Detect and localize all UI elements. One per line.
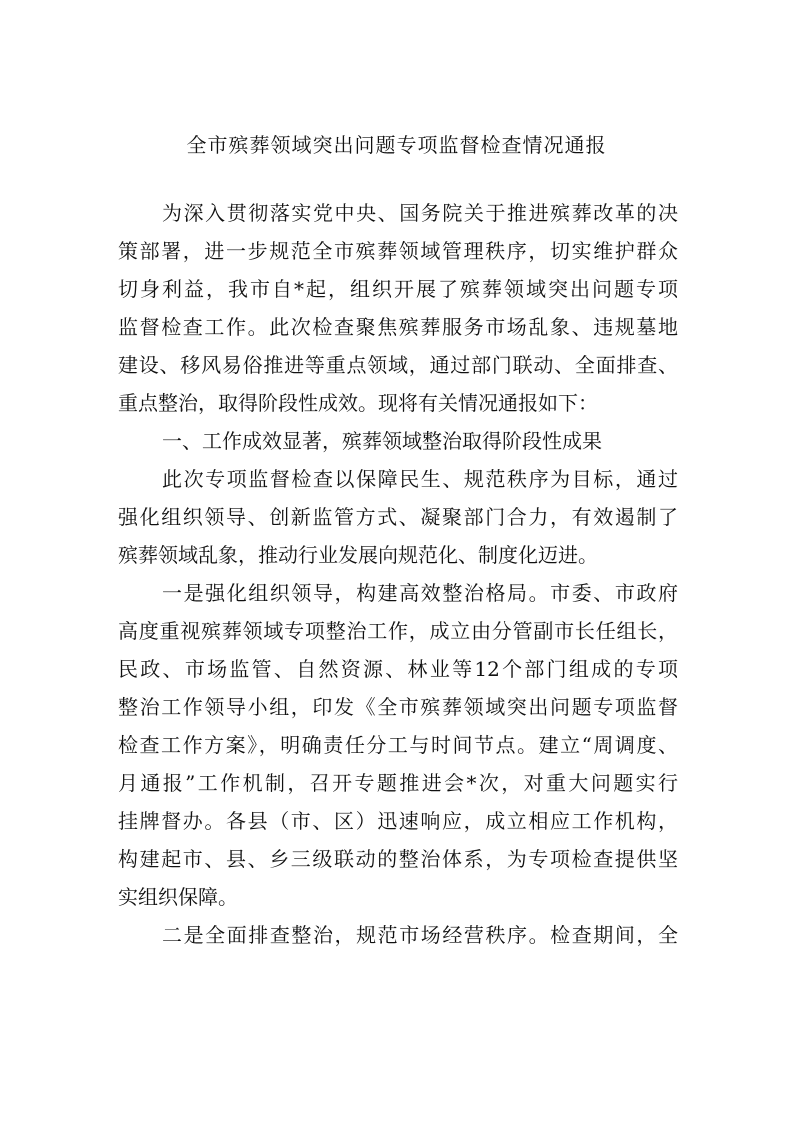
section-heading: 一、工作成效显著，殡葬领域整治取得阶段性成果 <box>162 429 602 453</box>
document-title: 全市殡葬领域突出问题专项监督检查情况通报 <box>186 133 607 157</box>
paragraph-line: 此次专项监督检查以保障民生、规范秩序为目标，通过 <box>162 467 678 491</box>
paragraph-line: 重点整治，取得阶段性成效。现将有关情况通报如下： <box>118 391 598 415</box>
paragraph-line: 殡葬领域乱象，推动行业发展向规范化、制度化迈进。 <box>118 543 598 567</box>
paragraph-line: 强化组织领导、创新监管方式、凝聚部门合力，有效遏制了 <box>118 505 678 529</box>
paragraph-line: 构建起市、县、乡三级联动的整治体系，为专项检查提供坚 <box>118 847 678 871</box>
paragraph-line: 月通报”工作机制，召开专题推进会*次，对重大问题实行 <box>118 771 678 795</box>
paragraph-line: 整治工作领导小组，印发《全市殡葬领域突出问题专项监督 <box>118 695 678 719</box>
paragraph-line: 高度重视殡葬领域专项整治工作，成立由分管副市长任组长， <box>118 619 678 643</box>
paragraph-line: 切身利益，我市自*起，组织开展了殡葬领域突出问题专项 <box>118 277 678 301</box>
paragraph-line: 建设、移风易俗推进等重点领域，通过部门联动、全面排查、 <box>118 353 678 377</box>
paragraph-line: 策部署，进一步规范全市殡葬领域管理秩序，切实维护群众 <box>118 239 678 263</box>
paragraph-line: 实组织保障。 <box>118 885 238 909</box>
paragraph-line: 检查工作方案》，明确责任分工与时间节点。建立“周调度、 <box>118 733 678 757</box>
paragraph-line: 二是全面排查整治，规范市场经营秩序。检查期间，全 <box>162 923 678 947</box>
paragraph-line: 一是强化组织领导，构建高效整治格局。市委、市政府 <box>162 581 678 605</box>
paragraph-line: 挂牌督办。各县（市、区）迅速响应，成立相应工作机构， <box>118 809 678 833</box>
paragraph-line: 民政、市场监管、自然资源、林业等12个部门组成的专项 <box>118 657 678 681</box>
paragraph-line: 监督检查工作。此次检查聚焦殡葬服务市场乱象、违规墓地 <box>118 315 678 339</box>
paragraph-line: 为深入贯彻落实党中央、国务院关于推进殡葬改革的决 <box>162 201 678 225</box>
